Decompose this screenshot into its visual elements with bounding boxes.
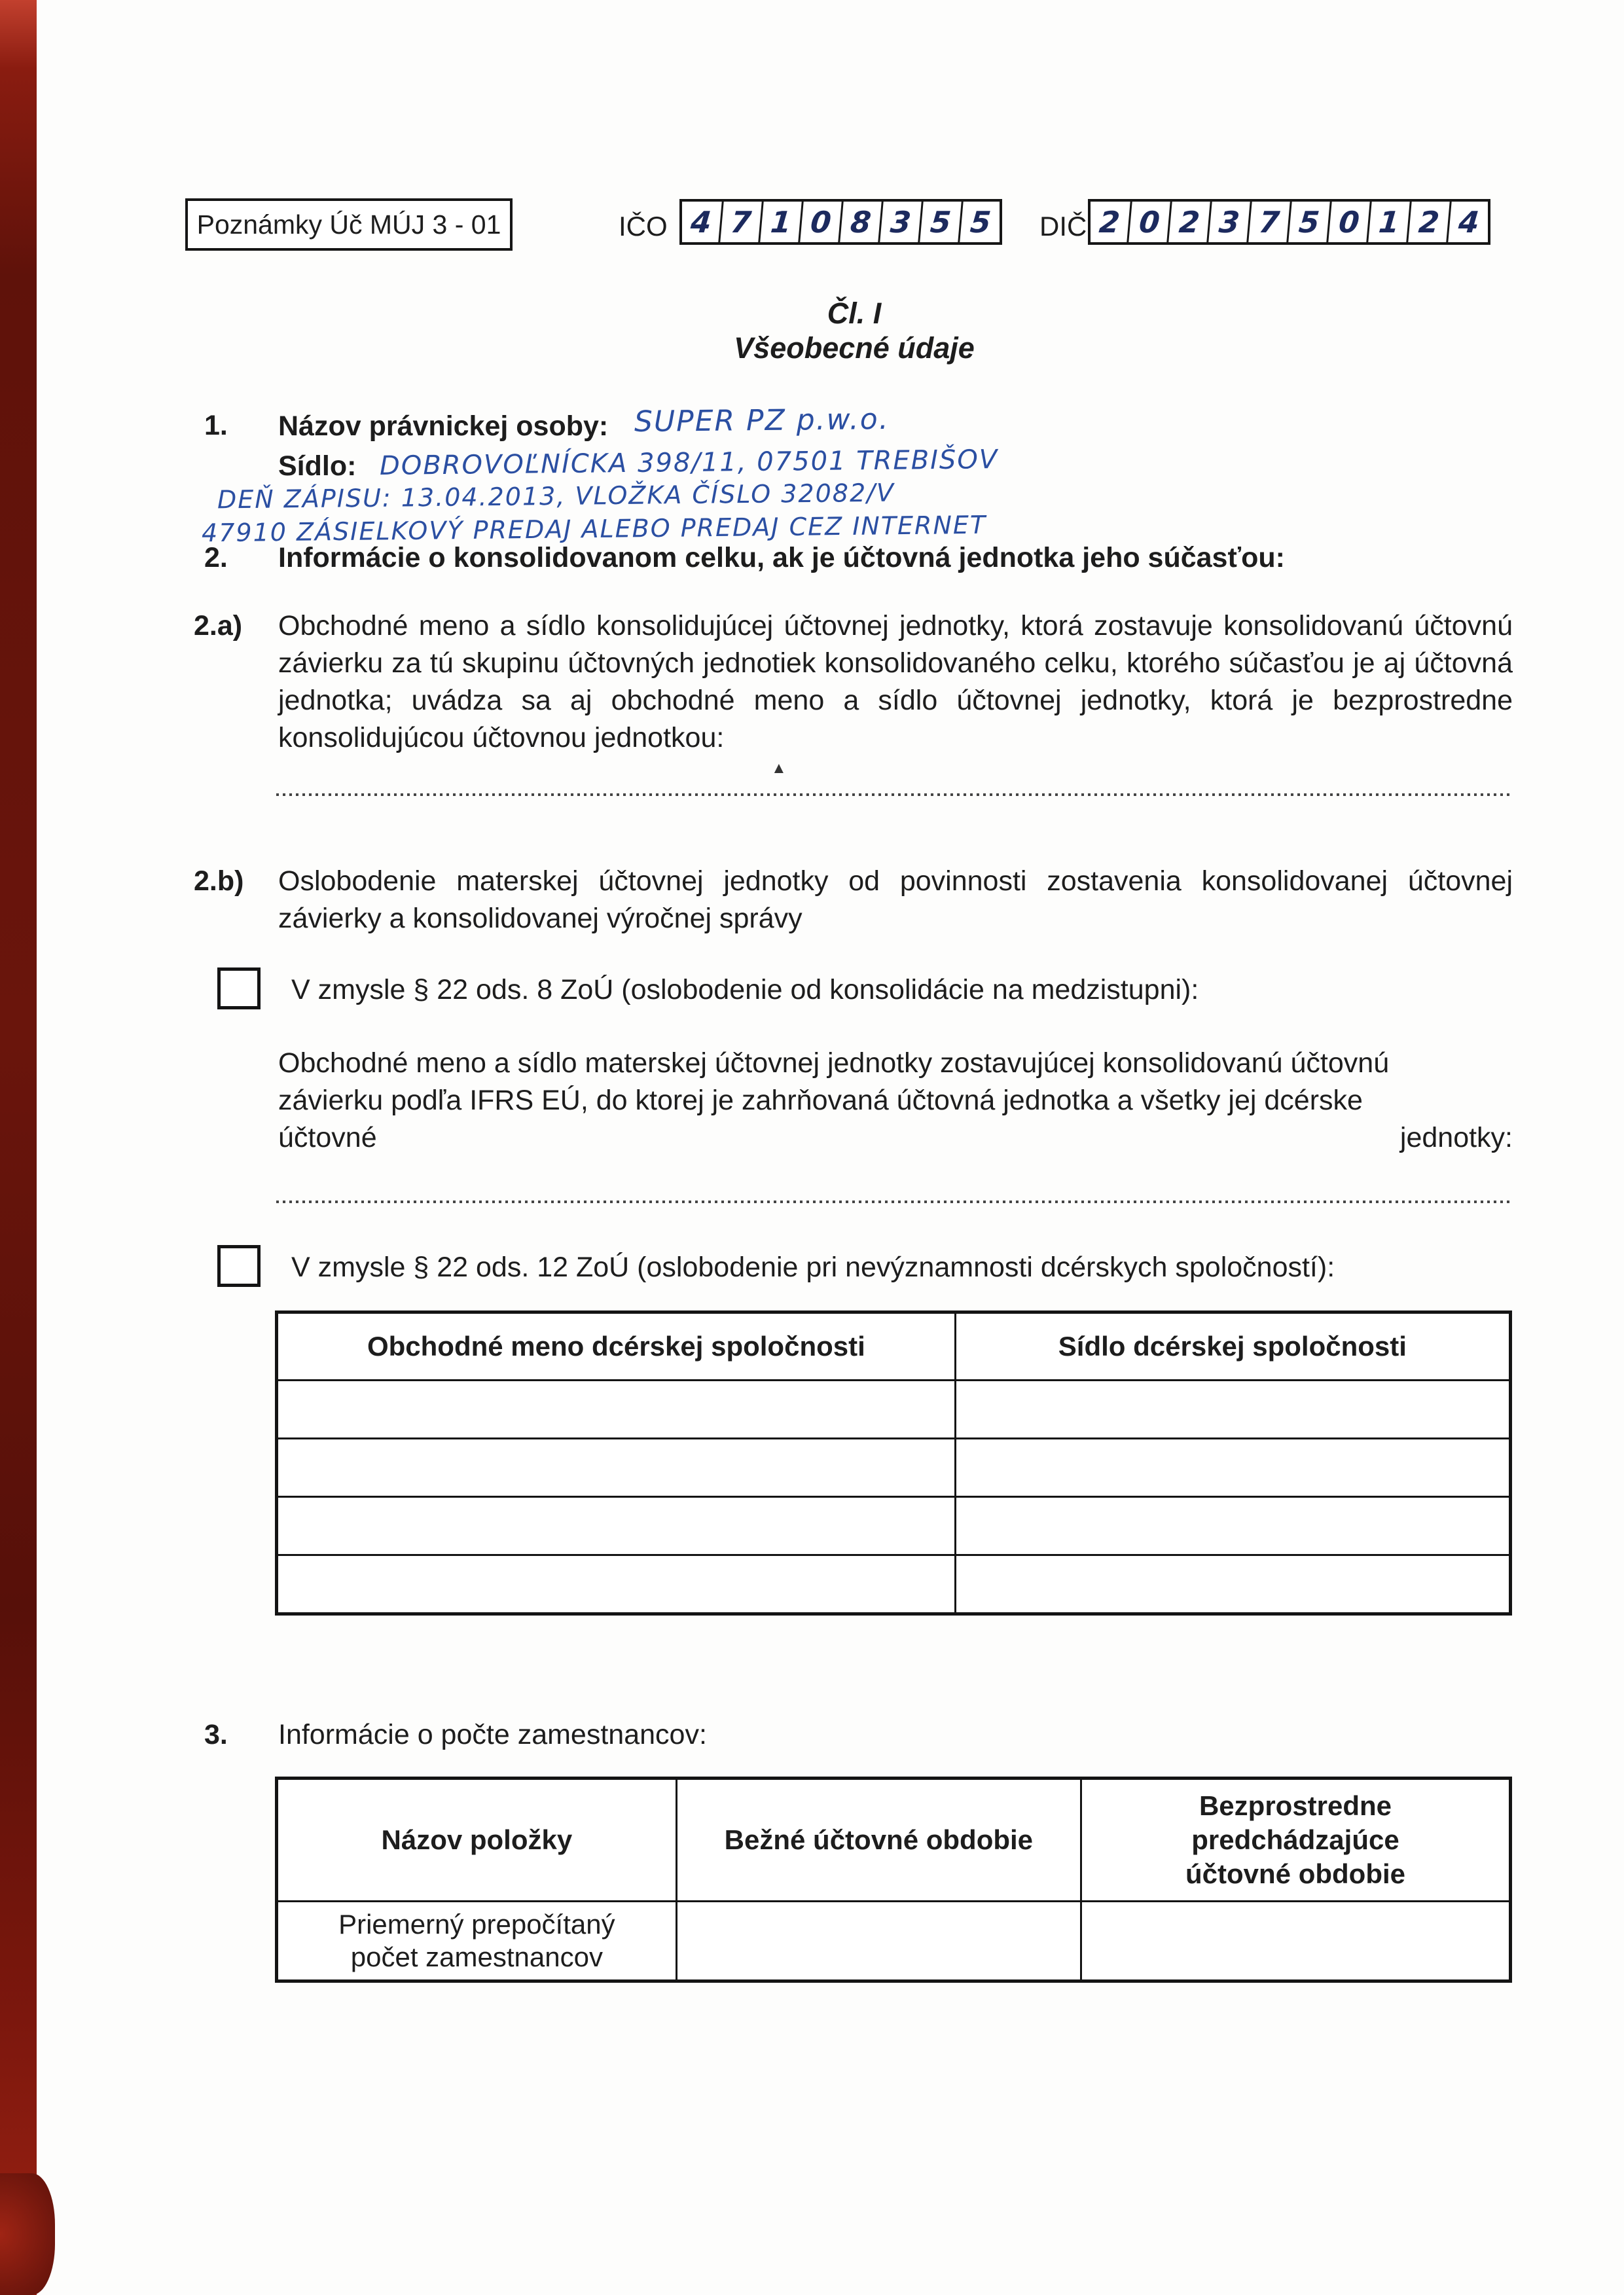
- subsidiaries-header-row: [277, 1312, 1511, 1381]
- table-row: [277, 1555, 1511, 1614]
- ico-digit: 0: [798, 202, 841, 242]
- subsidiary-name-cell-empty[interactable]: [277, 1439, 956, 1497]
- subsidiary-name-cell-empty[interactable]: [277, 1555, 956, 1614]
- activity-handwritten-note: 47910 ZÁSIELKOVÝ PREDAJ ALEBO PREDAJ CEZ INTERNET: [201, 510, 987, 548]
- section2-heading: Informácie o konsolidovanom celku, ak je účtovná jednotka jeho súčasťou:: [278, 542, 1285, 573]
- employees-header-previous: Bezprostredne predchádzajúce účtovné obdobie: [1081, 1779, 1511, 1902]
- dic-digit: 5: [1286, 202, 1329, 242]
- employees-current-cell-empty[interactable]: [676, 1902, 1081, 1981]
- legal-name-row: [278, 402, 890, 445]
- item-2b-number: 2.b): [194, 865, 244, 897]
- dic-digit: 7: [1246, 202, 1290, 242]
- subsidiary-seat-cell-empty[interactable]: [955, 1381, 1510, 1439]
- checkbox-par22-ods12[interactable]: [217, 1245, 261, 1287]
- dic-digit: 0: [1127, 202, 1170, 242]
- employees-header-current: Bežné účtovné obdobie: [676, 1779, 1081, 1902]
- paragraph-line-tail: jednotky:: [1399, 1122, 1513, 1153]
- subsidiary-seat-cell-empty[interactable]: [955, 1497, 1510, 1555]
- article-subtitle: Všeobecné údaje: [734, 331, 975, 365]
- legal-name-handwritten-value: SUPER PZ p.w.o.: [634, 402, 890, 439]
- legal-name-label: Názov právnickej osoby:: [278, 410, 609, 442]
- registration-handwritten-note: DEŇ ZÁPISU: 13.04.2013, VLOŽKA ČÍSLO 32082/V: [217, 478, 895, 515]
- answer-line-2b[interactable]: [276, 1199, 1511, 1203]
- subsidiary-name-cell-empty[interactable]: [277, 1381, 956, 1439]
- paragraph-line: [278, 1119, 1513, 1157]
- seat-handwritten-value: DOBROVOĽNÍCKA 398/11, 07501 TREBIŠOV: [380, 444, 999, 481]
- subsidiary-seat-cell-empty[interactable]: [955, 1439, 1510, 1497]
- article-title-block: [196, 296, 1512, 365]
- table-row: [277, 1381, 1511, 1439]
- dic-digit: 3: [1206, 202, 1250, 242]
- ico-digit: 4: [689, 204, 713, 240]
- ico-digit: 7: [718, 202, 761, 242]
- employees-header-item: Názov položky: [277, 1779, 677, 1902]
- checkbox-par22-ods12-label: V zmysle § 22 ods. 12 ZoÚ (oslobodenie pri nevýznamnosti dcérskych spoločností):: [291, 1252, 1335, 1283]
- paragraph-line: závierku podľa IFRS EÚ, do ktorej je zahrňovaná účtovná jednotka a všetky jej dcérske: [278, 1085, 1363, 1116]
- subsidiaries-header-name: Obchodné meno dcérskej spoločnosti: [277, 1312, 956, 1381]
- paragraph-line-start: účtovné: [278, 1122, 377, 1153]
- employees-row-label: Priemerný prepočítaný počet zamestnancov: [277, 1902, 677, 1981]
- dic-digit: 2: [1166, 202, 1210, 242]
- ico-digit: 5: [958, 202, 1001, 242]
- form-code: Poznámky Úč MÚJ 3 - 01: [196, 209, 501, 240]
- item-2b-paragraph: [278, 1045, 1513, 1157]
- dic-digit: 2: [1406, 202, 1449, 242]
- employees-table: [275, 1777, 1512, 1983]
- dic-digit-boxes: [1088, 199, 1490, 245]
- subsidiaries-header-seat: Sídlo dcérskej spoločnosti: [955, 1312, 1510, 1381]
- dic-digit: 1: [1366, 202, 1409, 242]
- item-2b-text: Oslobodenie materskej účtovnej jednotky od povinnosti zostavenia konsolidovanej účtovnej závierky a konsolidovanej výročnej správy: [278, 865, 1513, 934]
- ico-digit: 1: [758, 202, 801, 242]
- table-row: [277, 1439, 1511, 1497]
- table-row: [277, 1497, 1511, 1555]
- dic-digit: 4: [1446, 202, 1489, 242]
- item-2a-number: 2.a): [194, 610, 243, 642]
- table-row: [277, 1902, 1511, 1981]
- paragraph-line: Obchodné meno a sídlo materskej účtovnej jednotky zostavujúcej konsolidovanú účtovnú: [278, 1047, 1390, 1079]
- section3-number: 3.: [204, 1719, 228, 1750]
- ico-digit: 8: [838, 202, 881, 242]
- section2-number: 2.: [204, 542, 228, 573]
- ico-digit: 3: [878, 202, 921, 242]
- scan-edge-artifact: [0, 0, 37, 2295]
- employees-previous-cell-empty[interactable]: [1081, 1902, 1511, 1981]
- dic-label: DIČ: [1039, 211, 1087, 242]
- section1-number: 1.: [204, 410, 228, 441]
- answer-line-2a[interactable]: [276, 792, 1511, 796]
- dic-digit: 0: [1326, 202, 1369, 242]
- employees-header-row: [277, 1779, 1511, 1902]
- scan-edge-blob-artifact: [0, 2173, 55, 2295]
- stray-pen-mark: ▲: [771, 759, 787, 777]
- subsidiary-seat-cell-empty[interactable]: [955, 1555, 1510, 1614]
- form-code-box: [185, 198, 513, 251]
- subsidiaries-table: [275, 1310, 1512, 1616]
- seat-label: Sídlo:: [278, 450, 357, 482]
- ico-digit: 5: [918, 202, 961, 242]
- section3-heading: Informácie o počte zamestnancov:: [278, 1719, 707, 1750]
- ico-digit-boxes: [679, 199, 1002, 245]
- item-2a-text: Obchodné meno a sídlo konsolidujúcej účtovnej jednotky, ktorá zostavuje konsolidovanú účtovnú závierku za tú skupinu účtovných jednotiek konsolidovaného celku, ktorého súčasťou je aj účtovná jednotka; uvádza sa aj obchodné meno a sídlo účtovnej jednotky, ktorá je bezprostredne konsolidujúcou účtovnou jednotkou:: [278, 610, 1513, 753]
- checkbox-par22-ods8-label: V zmysle § 22 ods. 8 ZoÚ (oslobodenie od konsolidácie na medzistupni):: [291, 974, 1199, 1005]
- subsidiary-name-cell-empty[interactable]: [277, 1497, 956, 1555]
- dic-digit: 2: [1098, 204, 1121, 240]
- article-title: Čl. I: [827, 297, 882, 330]
- ico-label: IČO: [619, 211, 668, 242]
- checkbox-par22-ods8[interactable]: [217, 967, 261, 1009]
